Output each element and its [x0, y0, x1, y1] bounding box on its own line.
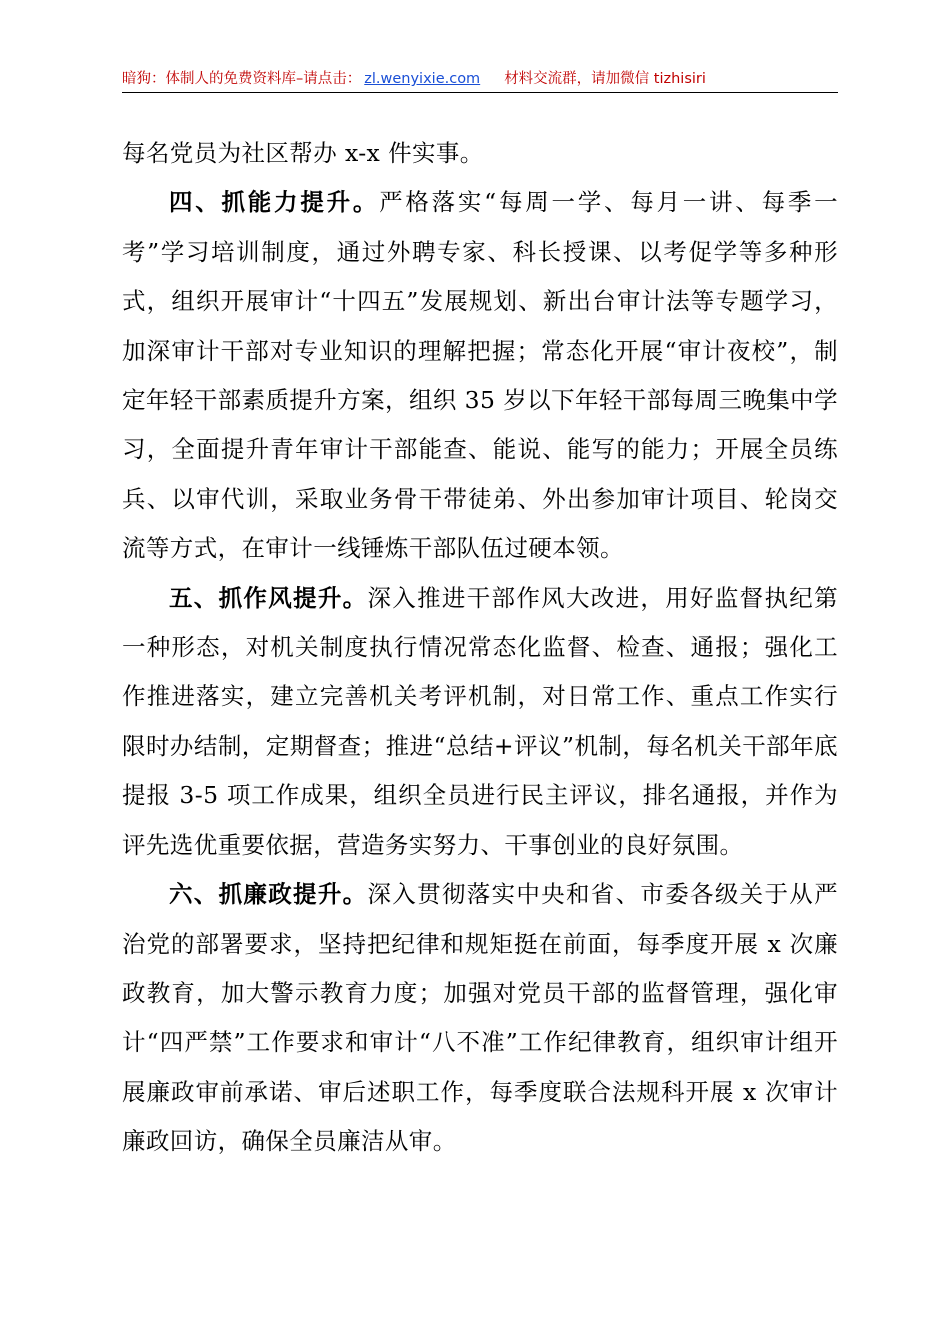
section-paragraph [122, 178, 838, 573]
section-heading: 五、抓作风提升。 [169, 583, 368, 612]
section-heading: 四、抓能力提升。 [169, 188, 380, 217]
section-body: 深入推进干部作风大改进，用好监督执纪第一种形态，对机关制度执行情况常态化监督、检查、通报；强化工作推进落实，建立完善机关考评机制，对日常工作、重点工作实行限时办结制，定期督查；推进“总结+评议”机制，每名机关干部年底提报 3-5 项工作成果，组织全员进行民主评议，排名通报，并作为评先选优重要依据，营造务实努力、干事创业的良好氛围。 [122, 583, 838, 859]
document-body [122, 129, 838, 1167]
section-heading: 六、抓廉政提升。 [169, 880, 368, 909]
continuation-paragraph: 每名党员为社区帮办 x-x 件实事。 [122, 139, 484, 167]
header-click-prompt: –请点击： [296, 71, 362, 87]
section-paragraph [122, 574, 838, 870]
section-body: 深入贯彻落实中央和省、市委各级关于从严治党的部署要求，坚持把纪律和规矩挺在前面，每季度开展 x 次廉政教育，加大警示教育力度；加强对党员干部的监督管理，强化审计“四严禁”工作要求和审计“八不准”工作纪律教育，组织审计组开展廉政审前承诺、审后述职工作，每季度联合法规科开展 x 次审计廉政回访，确保全员廉洁从审。 [122, 880, 838, 1156]
section-paragraph [122, 870, 838, 1166]
header-wechat-text: 材料交流群，请加微信 tizhisiri [504, 71, 706, 87]
header-ad-text: 暗狗：体制人的免费资料库 [122, 71, 296, 87]
section-body: 严格落实“每周一学、每月一讲、每季一考”学习培训制度，通过外聘专家、科长授课、以考促学等多种形式，组织开展审计“十四五”发展规划、新出台审计法等专题学习，加深审计干部对专业知识的理解把握；常态化开展“审计夜校”，制定年轻干部素质提升方案，组织 35 岁以下年轻干部每周三晚集中学习，全面提升青年审计干部能查、能说、能写的能力；开展全员练兵、以审代训，采取业务骨干带徒弟、外出参加审计项目、轮岗交流等方式，在审计一线锤炼干部队伍过硬本领。 [122, 188, 838, 563]
header-link[interactable]: zl.wenyixie.com [364, 71, 481, 87]
page-header [122, 66, 838, 93]
